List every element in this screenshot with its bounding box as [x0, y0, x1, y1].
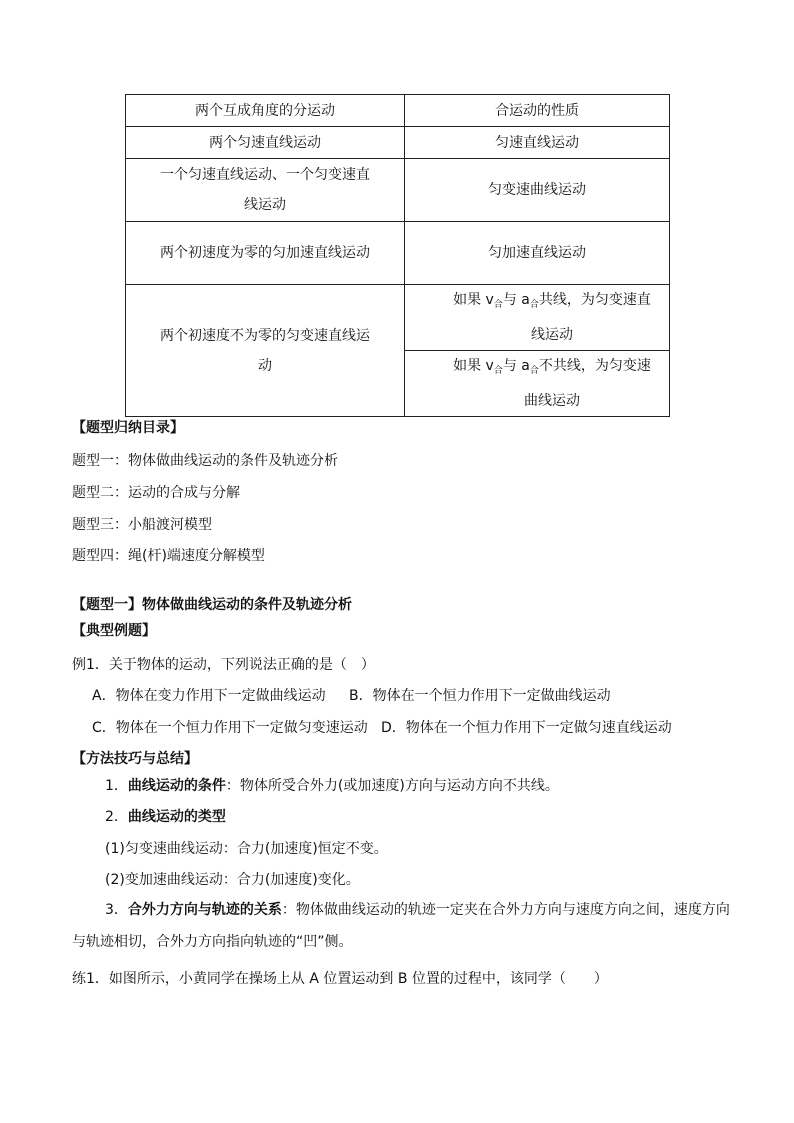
- table-cell: 两个初速度不为零的匀变速直线运动: [126, 285, 405, 417]
- method-2a: (1)匀变速曲线运动：合力(加速度)恒定不变。: [105, 841, 388, 857]
- table-cell: 一个匀速直线运动、一个匀变速直线运动: [126, 159, 405, 222]
- table-cell: 匀加速直线运动: [405, 222, 670, 285]
- table-cell: 两个初速度为零的匀加速直线运动: [126, 222, 405, 285]
- table-header-cell: 两个互成角度的分运动: [126, 95, 405, 127]
- cell-text: 与 a: [502, 358, 530, 374]
- option-a: A．物体在变力作用下一定做曲线运动: [92, 688, 326, 704]
- table-row: [126, 222, 670, 285]
- catalog-item: 题型三：小船渡河模型: [72, 517, 212, 533]
- method-number: 1．: [105, 778, 128, 794]
- method-number: 3．: [105, 902, 128, 918]
- cell-text: 如果 v: [453, 358, 494, 374]
- cell-text: 如果 v: [453, 292, 494, 308]
- method-text: ：物体所受合外力(或加速度)方向与运动方向不共线。: [225, 778, 559, 794]
- table-cell: 两个匀速直线运动: [126, 127, 405, 159]
- option-b: B．物体在一个恒力作用下一定做曲线运动: [349, 688, 611, 704]
- method-1: [105, 775, 559, 795]
- method-2b: (2)变加速曲线运动：合力(加速度)变化。: [105, 872, 360, 888]
- section-title-bracket: 【题型一】: [72, 597, 142, 613]
- section-title: [72, 594, 352, 614]
- method-number: 2．: [105, 809, 128, 825]
- option-d: D．物体在一个恒力作用下一定做匀速直线运动: [381, 720, 672, 736]
- table-row: [126, 159, 670, 222]
- table-cell: 匀变速曲线运动: [405, 159, 670, 222]
- table-cell: [405, 285, 670, 351]
- catalog-item: 题型四：绳(杆)端速度分解模型: [72, 548, 265, 564]
- subscript: 合: [529, 300, 539, 310]
- catalog-item: 题型二：运动的合成与分解: [72, 485, 240, 501]
- example-stem: 例1．关于物体的运动，下列说法正确的是（ ）: [72, 657, 375, 673]
- section-title-text: 物体做曲线运动的条件及轨迹分析: [142, 597, 352, 613]
- cell-text: 共线，为匀变速直线运动: [531, 292, 651, 343]
- table-cell: [405, 351, 670, 417]
- method-3: [72, 894, 732, 958]
- table-row: [126, 285, 670, 351]
- table-header-cell: 合运动的性质: [405, 95, 670, 127]
- method-text: ：物体做曲线运动的轨迹一定夹在合外力方向与速度方向之间，速度方向与轨迹相切，合外力方向指向轨迹的“凹”侧。: [72, 902, 730, 950]
- table-header-row: [126, 95, 670, 127]
- catalog-item: 题型一：物体做曲线运动的条件及轨迹分析: [72, 453, 338, 469]
- motion-composition-table: [125, 94, 670, 417]
- cell-text: 与 a: [502, 292, 530, 308]
- table-cell: 匀速直线运动: [405, 127, 670, 159]
- method-2: [105, 806, 226, 826]
- examples-title: 【典型例题】: [72, 623, 156, 639]
- method-keyword: 合外力方向与轨迹的关系: [127, 902, 282, 918]
- methods-title: 【方法技巧与总结】: [72, 751, 198, 767]
- subscript: 合: [493, 366, 503, 376]
- practice-question: 练1．如图所示，小黄同学在操场上从 A 位置运动到 B 位置的过程中，该同学（ ）: [72, 971, 608, 987]
- cell-text: 不共线，为匀变速曲线运动: [524, 358, 651, 409]
- subscript: 合: [529, 366, 539, 376]
- method-keyword: 曲线运动的条件: [127, 778, 226, 794]
- method-keyword: 曲线运动的类型: [127, 809, 226, 825]
- table-row: [126, 127, 670, 159]
- catalog-title: 【题型归纳目录】: [72, 420, 184, 436]
- option-c: C．物体在一个恒力作用下一定做匀变速运动: [92, 720, 368, 736]
- subscript: 合: [493, 300, 503, 310]
